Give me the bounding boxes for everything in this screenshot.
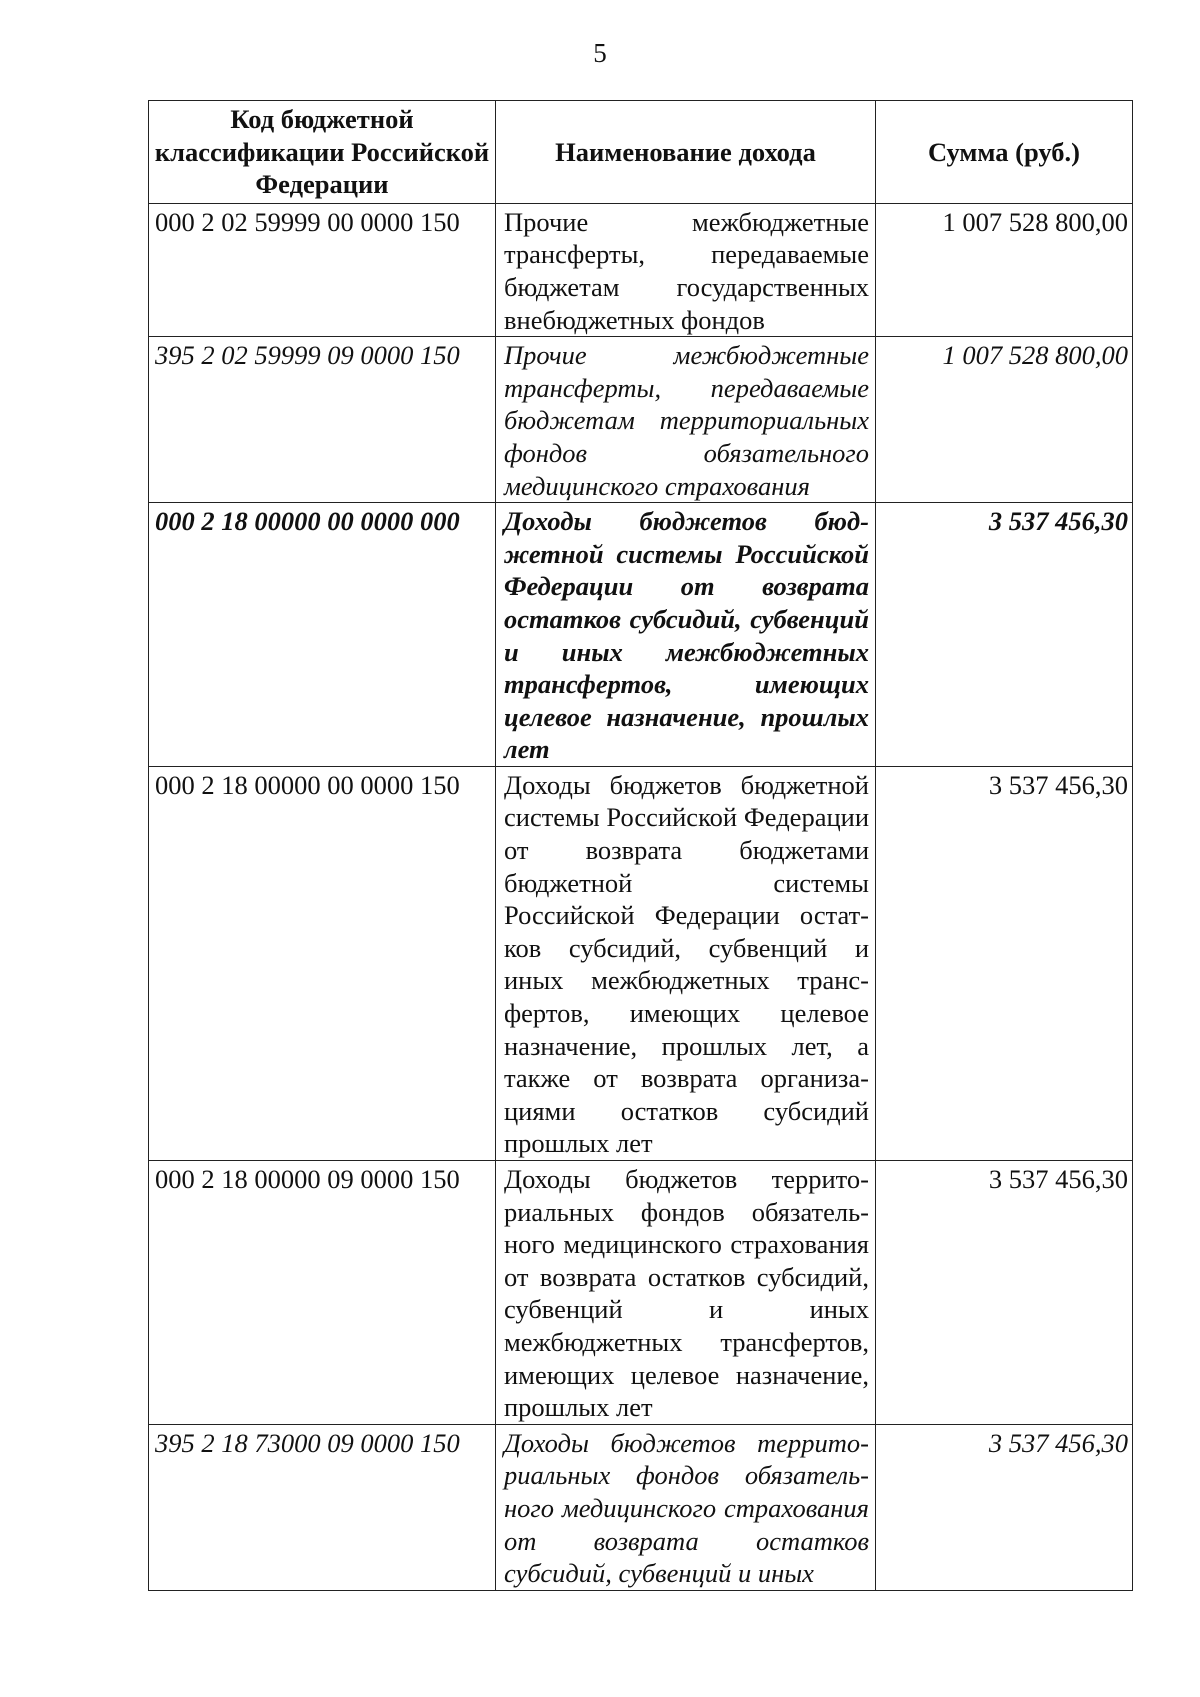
cell-name: Прочие межбюджетные трансферты, передаваемые бюджетам государственных внебюджетных фондов [496, 203, 876, 336]
cell-name: Доходы бюджетов территориальных фондов обязательного медицинского страхования от возврата остатков субсидий, субвенций и иных [496, 1424, 876, 1590]
cell-code: 000 2 18 00000 09 0000 150 [149, 1161, 496, 1425]
cell-sum: 3 537 456,30 [876, 766, 1133, 1160]
table-row [149, 766, 1133, 1160]
cell-name: Доходы бюджетов бюджетной системы Российской Федерации от возврата бюджетами бюджетной системы Российской Федерации остатков субсидий, субвенций и иных межбюджетных трансфертов, имеющих целевое назначение, прошлых лет, а также от возврата организациями остатков субсидий прошлых лет [496, 766, 876, 1160]
header-code: Код бюджетной классификации Российской Федерации [149, 101, 496, 204]
header-name: Наименование дохода [496, 101, 876, 204]
table-row [149, 203, 1133, 336]
cell-code: 000 2 18 00000 00 0000 150 [149, 766, 496, 1160]
cell-code: 395 2 02 59999 09 0000 150 [149, 337, 496, 503]
cell-sum: 1 007 528 800,00 [876, 203, 1133, 336]
cell-sum: 3 537 456,30 [876, 503, 1133, 767]
cell-sum: 3 537 456,30 [876, 1161, 1133, 1425]
page-number: 5 [593, 38, 607, 68]
table-row [149, 503, 1133, 767]
cell-sum: 3 537 456,30 [876, 1424, 1133, 1590]
table-row [149, 1424, 1133, 1590]
cell-code: 000 2 18 00000 00 0000 000 [149, 503, 496, 767]
budget-revenue-table [148, 100, 1133, 1591]
cell-name: Доходы бюджетов бюджетной системы Российской Федерации от возврата остатков субсидий, субвенций и иных межбюджетных трансфертов, имеющих целевое назначение, прошлых лет [496, 503, 876, 767]
cell-name: Прочие межбюджетные трансферты, передаваемые бюджетам территориальных фондов обязательного медицинского страхования [496, 337, 876, 503]
table-row [149, 1161, 1133, 1425]
cell-name: Доходы бюджетов территориальных фондов обязательного медицинского страхования от возврата остатков субсидий, субвенций и иных межбюджетных трансфертов, имеющих целевое назначение, прошлых лет [496, 1161, 876, 1425]
cell-code: 395 2 18 73000 09 0000 150 [149, 1424, 496, 1590]
header-sum: Сумма (руб.) [876, 101, 1133, 204]
table-row [149, 337, 1133, 503]
table-header-row [149, 101, 1133, 204]
cell-sum: 1 007 528 800,00 [876, 337, 1133, 503]
cell-code: 000 2 02 59999 00 0000 150 [149, 203, 496, 336]
